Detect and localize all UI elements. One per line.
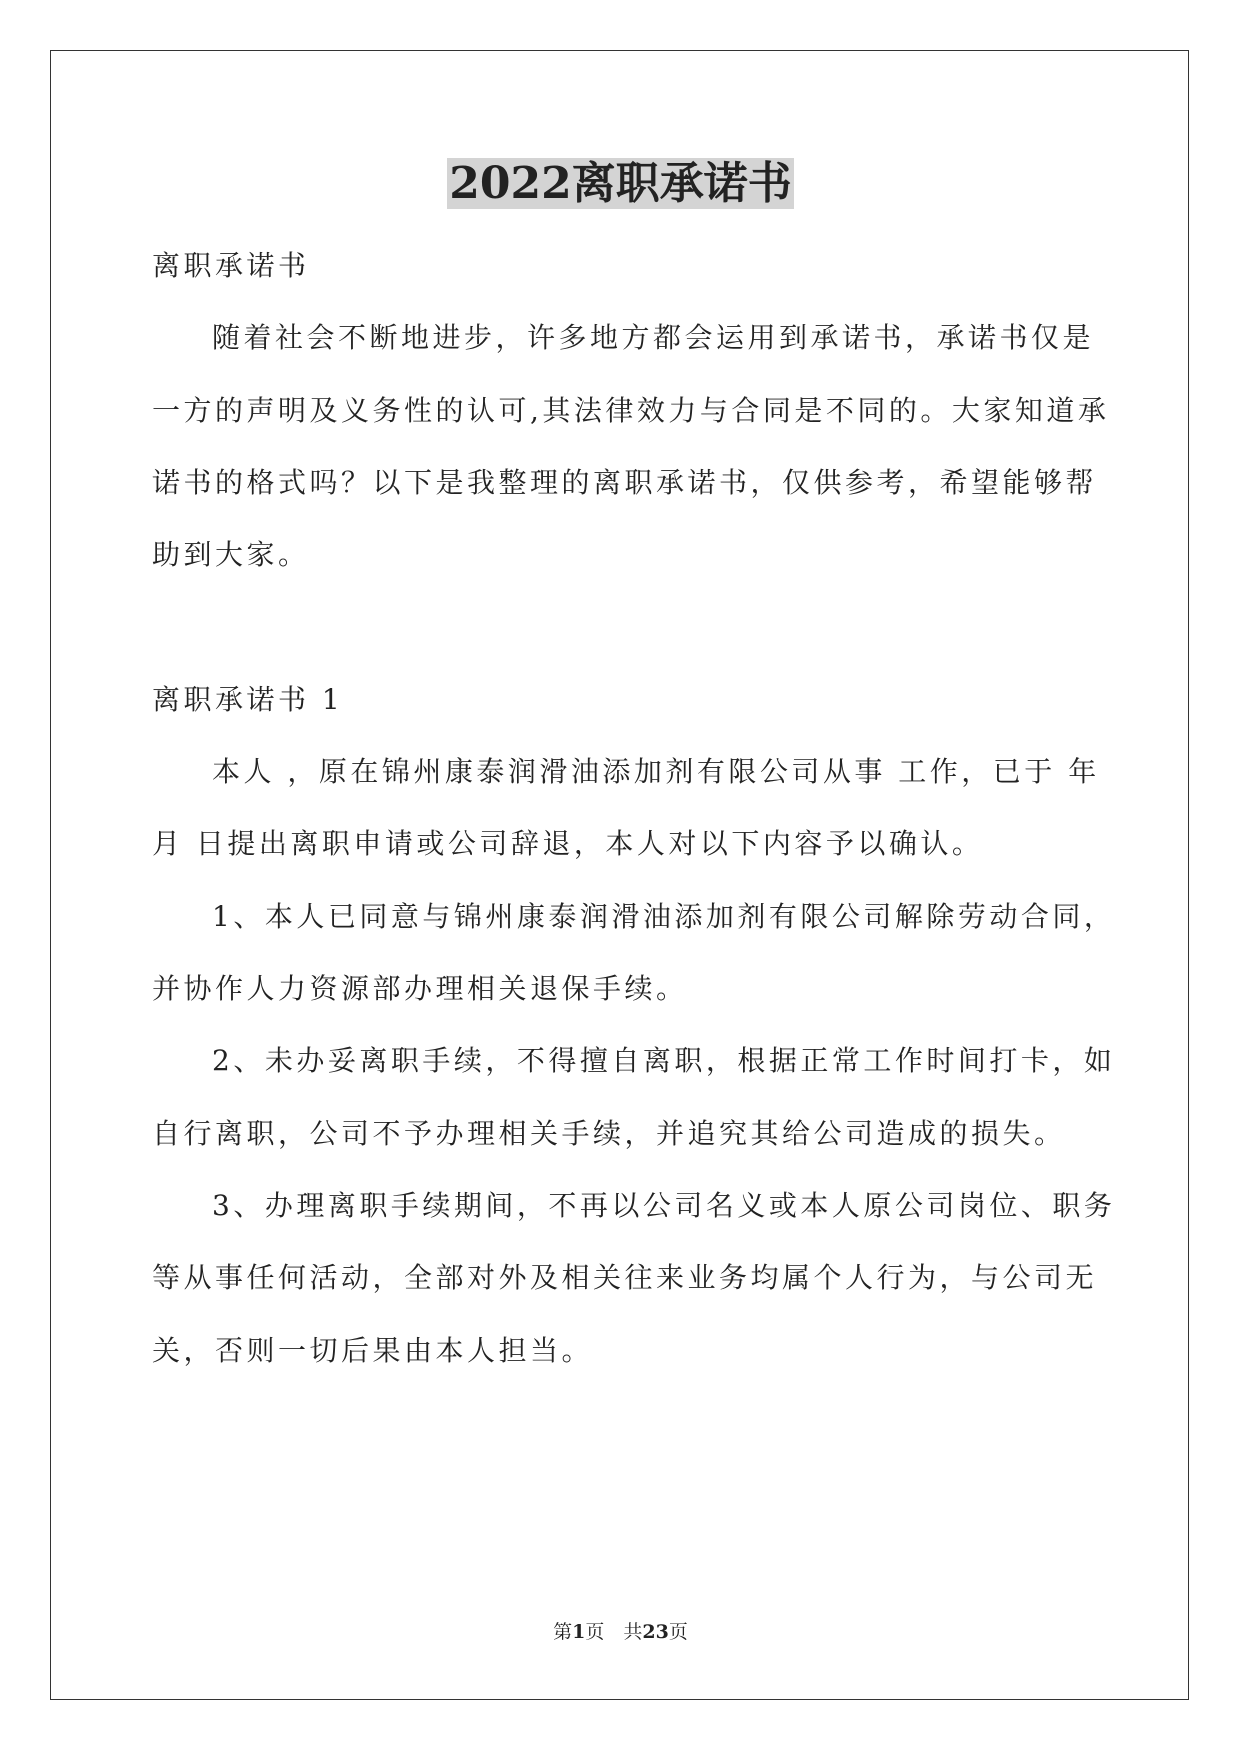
paragraph-line: 2、未办妥离职手续，不得擅自离职，根据正常工作时间打卡，如 xyxy=(212,1044,1116,1077)
page-prefix: 第 xyxy=(553,1621,573,1643)
paragraph-line: 随着社会不断地进步，许多地方都会运用到承诺书，承诺书仅是 xyxy=(212,321,1095,354)
paragraph-line: 月 日提出离职申请或公司辞退，本人对以下内容予以确认。 xyxy=(152,827,984,860)
page-footer xyxy=(0,1617,1241,1644)
paragraph-line: 1、本人已同意与锦州康泰润滑油添加剂有限公司解除劳动合同， xyxy=(212,900,1116,933)
paragraph-line: 助到大家。 xyxy=(152,538,310,571)
paragraph-line: 关，否则一切后果由本人担当。 xyxy=(152,1334,594,1367)
section-heading: 离职承诺书 1 xyxy=(152,683,344,716)
paragraph-line: 3、办理离职手续期间，不再以公司名义或本人原公司岗位、职务 xyxy=(212,1189,1116,1222)
page-border xyxy=(50,50,1189,1700)
page-mid: 页 共 xyxy=(585,1621,643,1643)
paragraph-line: 等从事任何活动，全部对外及相关往来业务均属个人行为，与公司无 xyxy=(152,1261,1098,1294)
page-suffix: 页 xyxy=(668,1621,688,1643)
current-page-number: 1 xyxy=(572,1621,586,1643)
paragraph-line: 自行离职，公司不予办理相关手续，并追究其给公司造成的损失。 xyxy=(152,1117,1066,1150)
document-title xyxy=(0,156,1241,212)
total-page-number: 23 xyxy=(642,1621,669,1643)
paragraph-line: 一方的声明及义务性的认可,其法律效力与合同是不同的。大家知道承 xyxy=(152,394,1110,427)
paragraph-line: 并协作人力资源部办理相关退保手续。 xyxy=(152,972,688,1005)
document-title-text: 2022离职承诺书 xyxy=(449,158,792,209)
paragraph-line: 本人 ，原在锦州康泰润滑油添加剂有限公司从事 工作，已于 年 xyxy=(212,755,1100,788)
paragraph-line: 诺书的格式吗？以下是我整理的离职承诺书，仅供参考，希望能够帮 xyxy=(152,466,1098,499)
section-heading: 离职承诺书 xyxy=(152,249,310,282)
